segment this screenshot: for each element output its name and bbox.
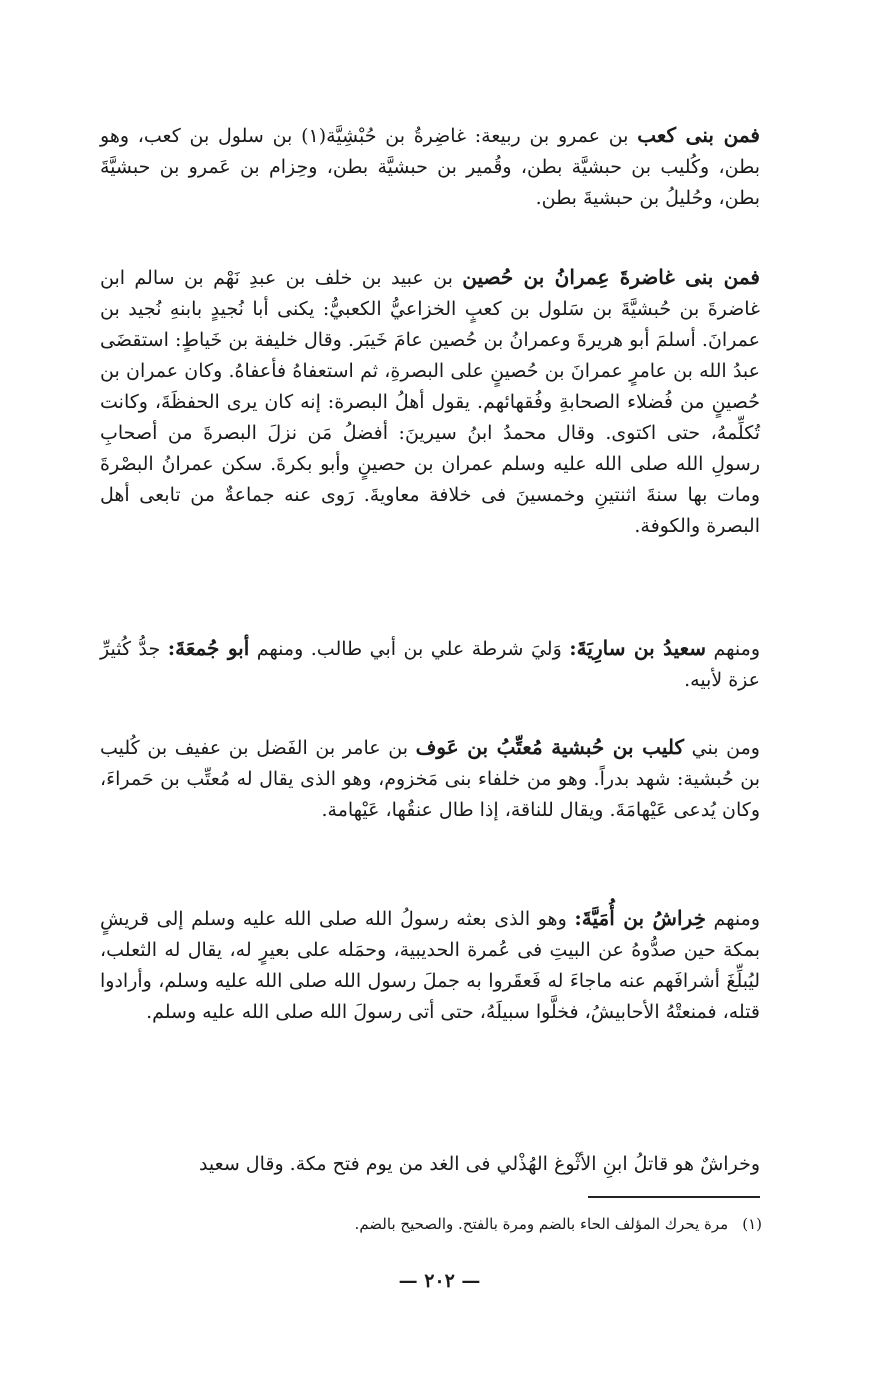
paragraph-4-text: بن عامر بن الفَضل بن عفيف بن كُليب بن حُبشية: شهد بدراً. وهو من خلفاء بنى مَخزوم، وهو الذى يقال له مُعتِّب بن حَمراءَ، وكان يُدعى عَيْهامَةَ. ويقال للناقة، إذا طال عنقُها، عَيْهامة. <box>100 737 760 821</box>
paragraph-3-pre: ومنهم <box>706 638 760 660</box>
footnote-number: (١) <box>742 1215 762 1233</box>
paragraph-3-lead-2: أبو جُمعَةَ: <box>167 636 250 660</box>
paragraph-3 <box>100 633 760 696</box>
paragraph-1-lead: فمن بنى كعب <box>637 123 760 147</box>
paragraph-3-text: جدُّ كُثيرِّ عزة لأبيه. <box>100 638 760 691</box>
paragraph-2 <box>100 262 760 542</box>
footnote <box>300 1212 762 1236</box>
paragraph-6-text: وخراشٌ هو قاتلُ ابنِ الأثْوغ الهُذْلي فى الغد من يوم فتح مكة. وقال سعيد <box>198 1153 760 1175</box>
paragraph-4 <box>100 732 760 826</box>
paragraph-2-text: بن عبيد بن خلف بن عبدِ نَهْم بن سالم ابن غاضرةَ بن حُبشيَّةَ بن سَلول بن كعبٍ الخزاعيُّ الكعبيُّ: يكنى أبا نُجيدٍ بابنهِ نُجيد بن عمرانَ. أسلمَ أبو هريرةَ وعمرانُ بن حُصين عامَ خَيبَر. وقال خليفة بن خَياطٍ: استقضَى عبدُ الله بن عامرٍ عمرانَ بن حُصينٍ على البصرةِ، ثم استعفاهُ فأعفاهُ. وكان عمران بن حُصينٍ من فُضلاء الصحابةِ وفُقهائهم. يقول أهلُ البصرة: إنه كان يرى الحفظَةَ، وكانت تُكلِّمهُ، حتى اكتوى. وقال محمدُ ابنُ سيرينَ: أفضلُ مَن نزلَ البصرةَ من أصحابِ رسولِ الله صلى الله عليه وسلم عمران بن حصينٍ وأبو بكرةَ. سكن عمرانُ البصْرةَ ومات بها سنةَ اثنتينِ وخمسينَ فى خلافة معاويةَ. رَوى عنه جماعةٌ من تابعى أهل البصرة والكوفة. <box>100 267 760 537</box>
paragraph-3-mid: وَليَ شرطة علي بن أبي طالب. ومنهم <box>249 638 570 660</box>
paragraph-6 <box>100 1149 760 1180</box>
page-number: — ٢٠٢ — <box>398 1270 481 1292</box>
paragraph-2-lead: فمن بنى غاضرةَ عِمرانُ بن حُصين <box>462 265 760 289</box>
footnote-text: مرة يحرك المؤلف الحاء بالضم ومرة بالفتح. والصحيح بالضم. <box>354 1215 729 1233</box>
paragraph-5-pre: ومنهم <box>705 908 761 930</box>
paragraph-3-lead: سعيدُ بن سارِيَةَ: <box>569 636 707 660</box>
paragraph-4-lead: كليب بن حُبشية مُعتِّبُ بن عَوف <box>415 735 684 759</box>
paragraph-5-lead: خِراشُ بن أُمَيَّةَ: <box>574 906 706 930</box>
paragraph-1-text: بن عمرو بن ربيعة: غاضِرةُ بن حُبْشِيَّة(١) بن سلول بن كعب، وهو بطن، وكُليب بن حبشيَّة بطن، وقُمير بن حبشيَّة بطن، وحِزام بن عَمرو بن حبشيَّةَ بطن، وحُليلُ بن حبشيةَ بطن. <box>100 125 760 209</box>
footnote-divider <box>588 1196 760 1198</box>
paragraph-1 <box>100 120 760 214</box>
paragraph-4-pre: ومن بني <box>684 737 760 759</box>
paragraph-5-text: وهو الذى بعثه رسولُ الله صلى الله عليه وسلم إلى قريشٍ بمكة حين صدُّوهُ عن البيتِ فى عُمرة الحديبية، وحمَله على بعيرٍ له، يقال له الثعلب، ليُبلِّغَ أشرافَهم عنه ماجاءَ له فَعقَروا به جملَ رسول الله صلى الله عليه وسلم، وأرادوا قتله، فمنعتْهُ الأحابيشُ، فخلَّوا سبيلَهُ، حتى أتى رسولَ الله صلى الله عليه وسلم. <box>100 908 760 1023</box>
paragraph-5 <box>100 903 760 1028</box>
